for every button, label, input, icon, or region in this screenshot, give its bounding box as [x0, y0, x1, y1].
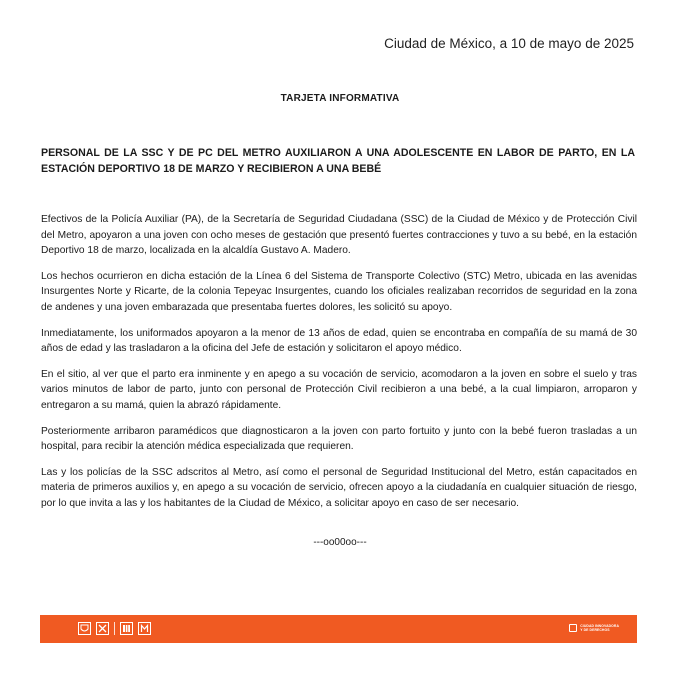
brand-mark-icon [569, 624, 577, 632]
cdmx-shield-icon [78, 622, 91, 635]
body-text [41, 212, 637, 522]
document-type-title: TARJETA INFORMATIVA [280, 93, 400, 104]
closing-mark: ---oo00oo--- [313, 537, 367, 548]
paragraph-3: Inmediatamente, los uniformados apoyaron a la menor de 13 años de edad, quien se encontraba en compañía de su mamá de 30 años de edad y las trasladaron a la oficina del Jefe de estación y solicitaron el apoyo médico. [41, 327, 637, 355]
paragraph-6: Las y los policías de la SSC adscritos al Metro, así como el personal de Seguridad Institucional del Metro, están capacitados en materia de primeros auxilios y, en apego a su vocación de servicio, ofrecen apoyo a la ciudadanía en cualquier situación de riesgo, por lo que invita a las y los habitantes de la Ciudad de México, a solicitar apoyo en caso de ser necesario. [41, 466, 637, 509]
paragraph-2: Los hechos ocurrieron en dicha estación de la Línea 6 del Sistema de Transporte Colectivo (STC) Metro, ubicada en las avenidas Insurgentes Norte y Ricarte, de la colonia Tepeyac Insurgentes, cuando los oficiales realizaban recorridos de seguridad en la zona de andenes y una joven embarazada que presentaba fuertes dolores, les solicitó su apoyo. [41, 270, 637, 313]
date-line: Ciudad de México, a 10 de mayo de 2025 [384, 36, 634, 51]
headline: PERSONAL DE LA SSC Y DE PC DEL METRO AUXILIARON A UNA ADOLESCENTE EN LABOR DE PARTO, EN LA ESTACIÓN DEPORTIVO 18 DE MARZO Y RECIBIERON A UNA BEBÉ [41, 147, 635, 175]
footer-brand [569, 624, 619, 632]
cdmx-x-logo-icon [96, 622, 109, 635]
brand-text: CIUDAD INNOVADORA Y DE DERECHOS [580, 624, 619, 632]
footer-bar [40, 615, 637, 643]
logo-divider [114, 622, 115, 635]
ssc-logo-icon [120, 622, 133, 635]
paragraph-1: Efectivos de la Policía Auxiliar (PA), de la Secretaría de Seguridad Ciudadana (SSC) de la Ciudad de México y de Protección Civil del Metro, apoyaron a una joven con ocho meses de gestación que presentó fuertes contracciones y tuvo a su bebé, en la estación Deportivo 18 de marzo, localizada en la alcaldía Gustavo A. Madero. [41, 214, 637, 257]
metro-logo-icon [138, 622, 151, 635]
paragraph-4: En el sitio, al ver que el parto era inminente y en apego a su vocación de servicio, acomodaron a la joven en sobre el suelo y tras varios minutos de labor de parto, junto con personal de Protección Civil recibieron a una bebé, a la cual limpiaron, arroparon y entregaron a su mamá, quien la abrazó rápidamente. [41, 368, 637, 411]
footer-logos [78, 622, 151, 635]
paragraph-5: Posteriormente arribaron paramédicos que diagnosticaron a la joven con parto fortuito y junto con la bebé fueron trasladas a un hospital, para recibir la atención médica especializada que requieren. [41, 425, 637, 453]
